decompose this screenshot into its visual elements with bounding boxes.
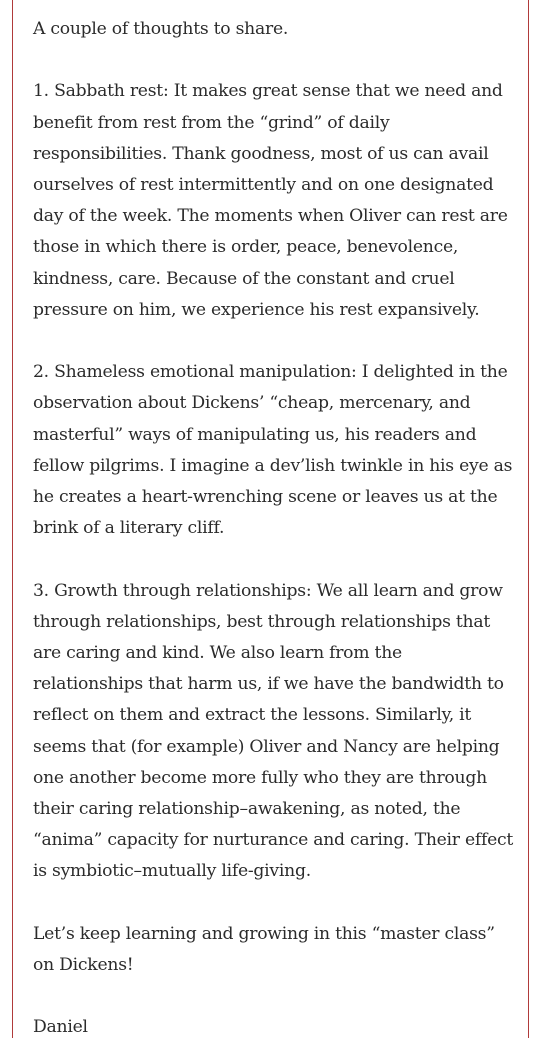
- comment-card: [12, 0, 529, 1038]
- comment-point-emotional-manipulation: 2. Shameless emotional manipulation: I delighted in the observation about Dickens’ “cheap, mercenary, and masterful” ways of manipulating us, his readers and fellow pilgrims. I imagine a dev’lish twinkle in his eye as he creates a heart-wrenching scene or leaves us at the brink of a literary cliff.: [33, 362, 513, 539]
- comment-intro: A couple of thoughts to share.: [33, 19, 289, 39]
- comment-point-growth-relationships: 3. Growth through relationships: We all learn and grow through relationships, best through relationships that are caring and kind. We also learn from the relationships that harm us, if we have the bandwidth to reflect on them and extract the lessons. Similarly, it seems that (for example) Oliver and Nancy are helping one another become more fully who they are through their caring relationship–awakening, as noted, the “anima” capacity for nurturance and caring. Their effect is symbiotic–mutually life-giving.: [33, 580, 514, 882]
- comment-point-sabbath-rest: 1. Sabbath rest: It makes great sense that we need and benefit from rest from the “grind” of daily responsibilities. Thank goodness, most of us can avail ourselves of rest intermittently and on one designated day of the week. The moments when Oliver can rest are those in which there is order, peace, benevolence, kindness, care. Because of the constant and cruel pressure on him, we experience his rest expansively.: [33, 81, 508, 320]
- comment-body: [33, 14, 515, 1044]
- comment-signature: Daniel: [33, 1017, 88, 1038]
- comment-closing: Let’s keep learning and growing in this “master class” on Dickens!: [33, 923, 495, 976]
